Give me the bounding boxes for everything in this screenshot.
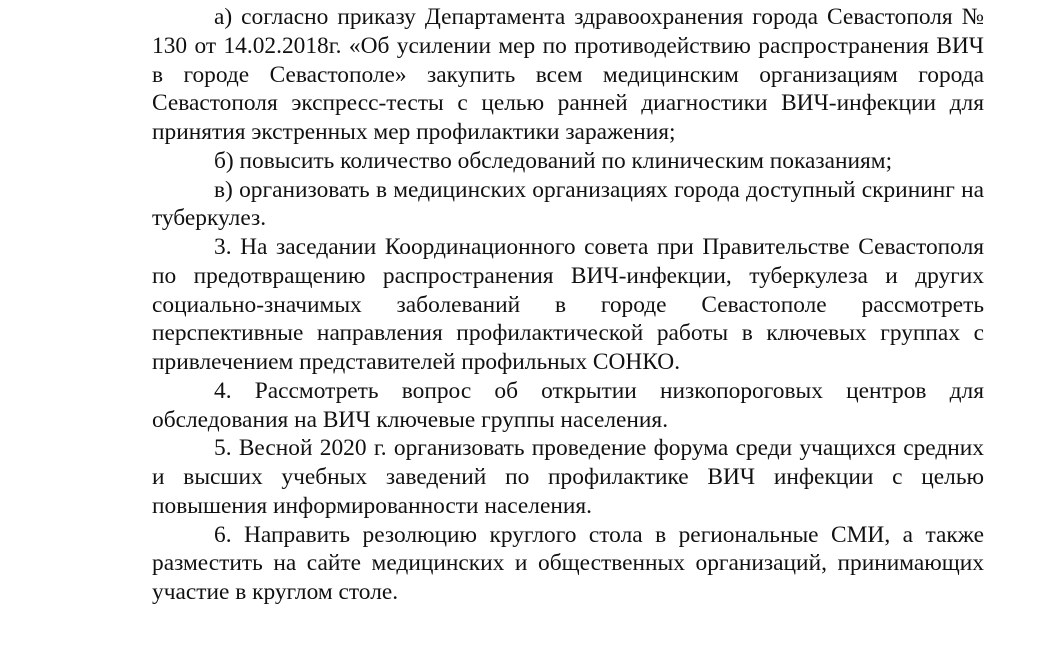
paragraph-item-6: 6. Направить резолюцию круглого стола в региональные СМИ, а также разместить на сайте медицинских и общественных организаций, принимающих участие в круглом столе. [152,521,984,605]
paragraph-item-5: 5. Весной 2020 г. организовать проведение форума среди учащихся средних и высших учебных заведений по профилактике ВИЧ инфекции с целью повышения информированности населения. [152,435,984,519]
document-page [152,3,984,607]
paragraph-item-b: б) повысить количество обследований по клиническим показаниям; [214,147,893,174]
paragraph-item-4: 4. Рассмотреть вопрос об открытии низкопороговых центров для обследования на ВИЧ ключевые группы населения. [152,377,984,433]
paragraph-item-a: а) согласно приказу Департамента здравоохранения города Севастополя № 130 от 14.02.2018г. «Об усилении мер по противодействию распространения ВИЧ в городе Севастополе» закупить всем медицинским организациям города Севастополя экспресс-тесты с целью ранней диагностики ВИЧ-инфекции для принятия экстренных мер профилактики заражения; [152,4,984,145]
paragraph-item-3: 3. На заседании Координационного совета при Правительстве Севастополя по предотвращению распространения ВИЧ-инфекции, туберкулеза и других социально-значимых заболеваний в городе Севастополе рассмотреть перспективные направления профилактической работы в ключевых группах с привлечением представителей профильных СОНКО. [152,234,984,375]
paragraph-item-v: в) организовать в медицинских организациях города доступный скрининг на туберкулез. [152,176,984,232]
